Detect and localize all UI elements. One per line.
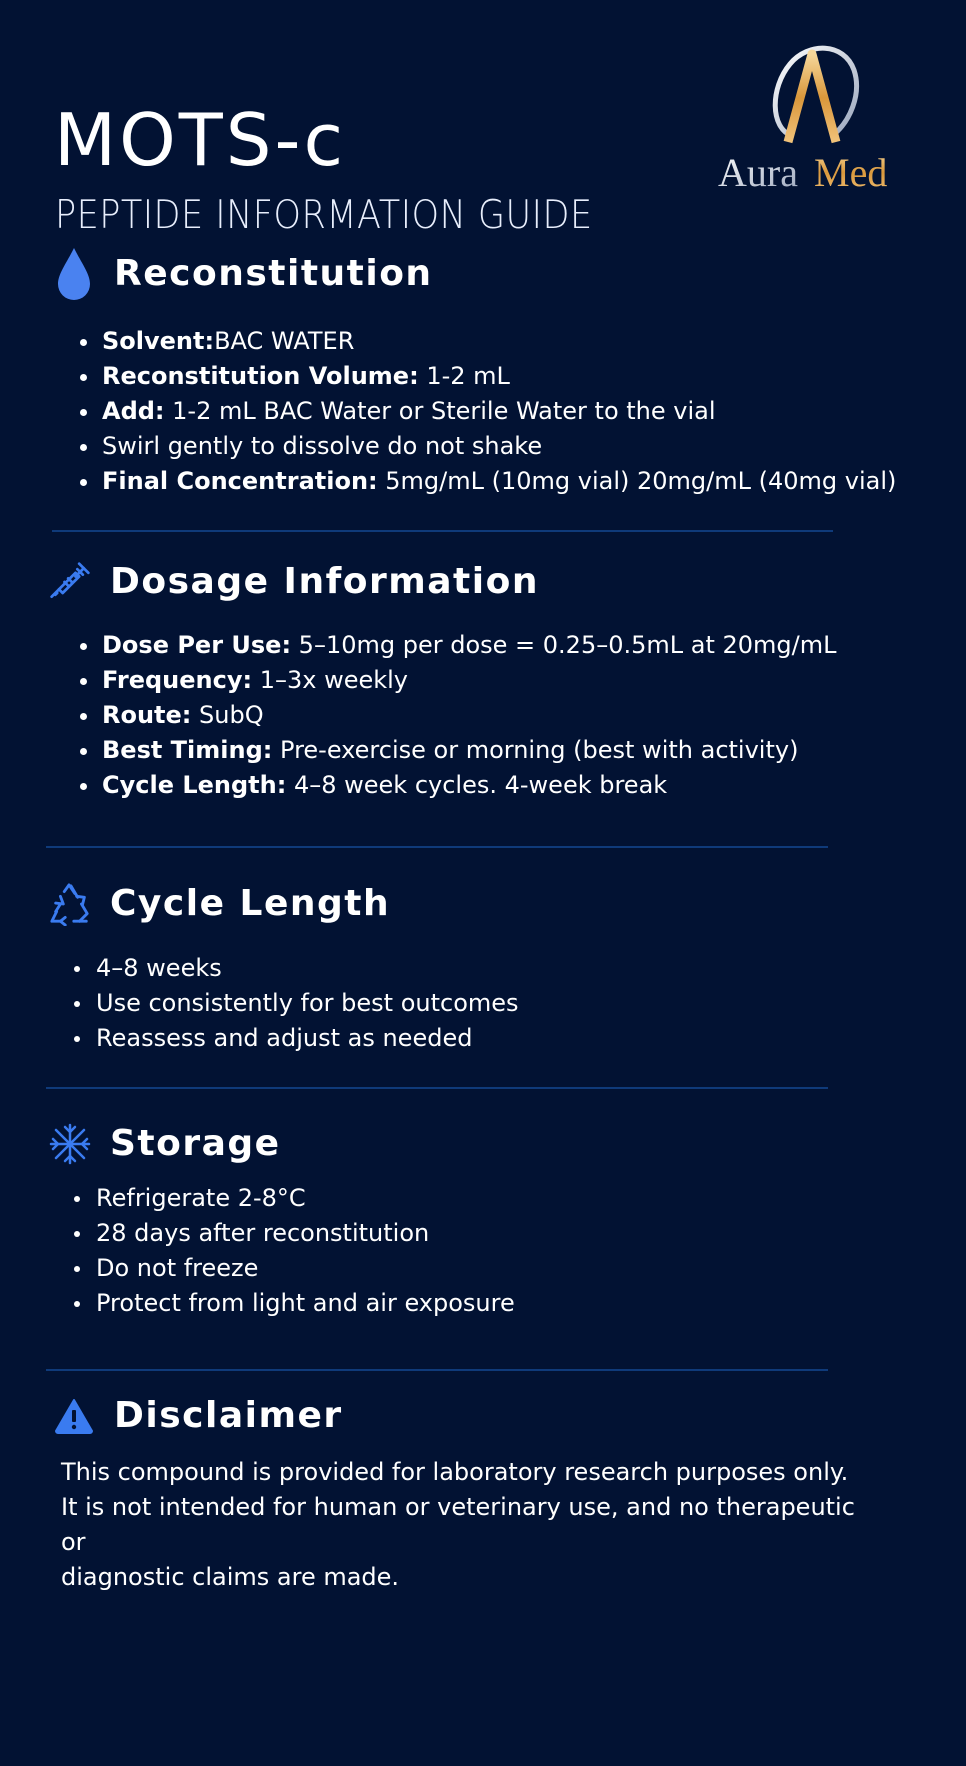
list-item: Refrigerate 2-8°C	[74, 1181, 515, 1216]
list-item: 4–8 weeks	[74, 951, 519, 986]
reconstitution-heading: Reconstitution	[114, 253, 433, 294]
disclaimer-line: It is not intended for human or veterinary use, and no therapeutic or	[61, 1493, 855, 1556]
aura-med-logo	[712, 36, 922, 196]
cycle-header	[48, 882, 390, 926]
storage-header	[48, 1122, 281, 1166]
dosage-list	[80, 628, 837, 803]
warning-icon	[52, 1394, 96, 1438]
section-divider	[46, 846, 828, 848]
list-item: Protect from light and air exposure	[74, 1286, 515, 1321]
dosage-heading: Dosage Information	[110, 561, 539, 602]
list-item: Route: SubQ	[80, 698, 837, 733]
list-item: Do not freeze	[74, 1251, 515, 1286]
list-item: Frequency: 1–3x weekly	[80, 663, 837, 698]
reconstitution-header	[52, 252, 433, 296]
list-item: Dose Per Use: 5–10mg per dose = 0.25–0.5mL at 20mg/mL	[80, 628, 837, 663]
section-divider	[46, 1369, 828, 1371]
recycle-icon	[48, 882, 92, 926]
logo-emblem	[712, 36, 922, 196]
disclaimer-line: This compound is provided for laboratory research purposes only.	[61, 1458, 849, 1486]
disclaimer-line: diagnostic claims are made.	[61, 1563, 400, 1591]
dosage-header	[48, 560, 539, 604]
snowflake-icon	[48, 1122, 92, 1166]
section-divider	[52, 530, 833, 532]
list-item: Cycle Length: 4–8 week cycles. 4-week break	[80, 768, 837, 803]
svg-text:Med: Med	[814, 150, 888, 195]
page-title: MOTS-c	[54, 98, 347, 182]
water-drop-icon	[52, 252, 96, 296]
list-item: Reassess and adjust as needed	[74, 1021, 519, 1056]
list-item: Final Concentration: 5mg/mL (10mg vial) 20mg/mL (40mg vial)	[80, 464, 896, 499]
list-item: Use consistently for best outcomes	[74, 986, 519, 1021]
storage-heading: Storage	[110, 1123, 281, 1164]
syringe-icon	[48, 560, 92, 604]
list-item: Best Timing: Pre-exercise or morning (best with activity)	[80, 733, 837, 768]
disclaimer-text	[61, 1455, 881, 1595]
list-item: Swirl gently to dissolve do not shake	[80, 429, 896, 464]
list-item: Solvent:BAC WATER	[80, 324, 896, 359]
page-subtitle: PEPTIDE INFORMATION GUIDE	[55, 193, 593, 238]
list-item: Add: 1-2 mL BAC Water or Sterile Water to the vial	[80, 394, 896, 429]
cycle-list	[74, 951, 519, 1056]
disclaimer-heading: Disclaimer	[114, 1395, 343, 1436]
svg-text:Aura: Aura	[718, 150, 798, 195]
list-item: Reconstitution Volume: 1-2 mL	[80, 359, 896, 394]
cycle-heading: Cycle Length	[110, 883, 391, 924]
list-item: 28 days after reconstitution	[74, 1216, 515, 1251]
storage-list	[74, 1181, 515, 1321]
disclaimer-header	[52, 1394, 343, 1438]
reconstitution-list	[80, 324, 896, 499]
section-divider	[46, 1087, 828, 1089]
